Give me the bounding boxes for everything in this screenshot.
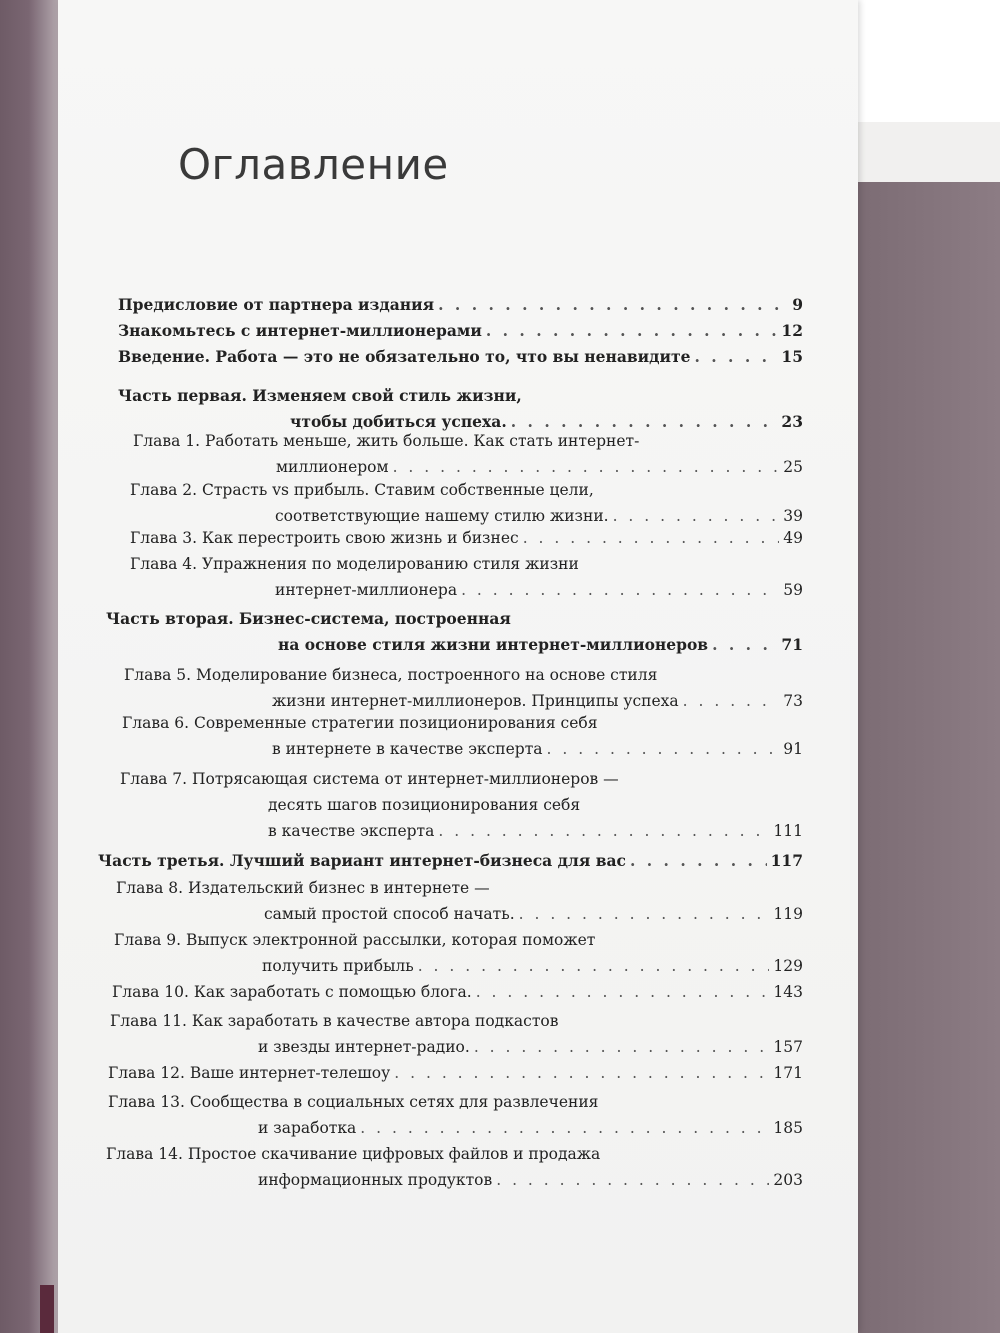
toc-entry-label: Глава 5.: [124, 666, 192, 684]
toc-entry-title: Введение. Работа — это не обязательно то, что вы ненавидите: [118, 347, 691, 366]
toc-entry: [98, 848, 803, 874]
page-number: 59: [783, 581, 803, 599]
toc-entry: [130, 477, 803, 529]
page-number: 49: [783, 529, 803, 547]
dot-leader: [486, 318, 778, 344]
page-number: 73: [783, 692, 803, 710]
dot-leader: [694, 344, 777, 370]
toc-entry: [133, 428, 803, 480]
dot-leader: [712, 632, 777, 658]
toc-entry-title: Как перестроить свою жизнь и бизнес: [201, 529, 519, 547]
toc-entry-label: Глава 7.: [120, 770, 188, 788]
page-number: 157: [773, 1038, 803, 1056]
toc-entry: [106, 606, 803, 658]
toc-entry-title: Как заработать с помощью блога.: [193, 983, 472, 1001]
dot-leader: [496, 1167, 769, 1193]
toc-entry-first-line: [124, 662, 803, 688]
toc-entry: [114, 927, 803, 979]
toc-entry-label: Глава 6.: [122, 714, 190, 732]
toc-entry-title: Ваше интернет-телешоу: [189, 1064, 391, 1082]
toc-entry-title: Издательский бизнес в интернете —: [187, 879, 490, 897]
toc-entry: [118, 344, 803, 370]
toc-entry-first-line: [122, 710, 803, 736]
toc-entry-title: Страсть vs прибыль. Ставим собственные цели,: [201, 481, 594, 499]
toc-entry-title: Знакомьтесь с интернет-миллионерами: [118, 321, 482, 340]
dot-leader: [474, 1034, 770, 1060]
toc-entry-title: Современные стратегии позиционирования себя: [193, 714, 598, 732]
toc-entry-title: и звезды интернет-радио.: [258, 1038, 470, 1056]
toc-entry: [124, 662, 803, 714]
toc-entry: [112, 979, 803, 1005]
toc-entry-title: в интернете в качестве эксперта: [272, 740, 543, 758]
dot-leader: [461, 577, 779, 603]
toc-entry-title: Работать меньше, жить больше. Как стать интернет-: [204, 432, 640, 450]
toc-entry-first-line: [110, 1008, 803, 1034]
toc-entry: [110, 1008, 803, 1060]
toc-entry: [130, 551, 803, 603]
page-number: 25: [783, 458, 803, 476]
toc-entry-first-line: [116, 875, 803, 901]
toc-entry-title-continued: десять шагов позиционирования себя: [268, 796, 581, 814]
toc-entry-title: Сообщества в социальных сетях для развлечения: [189, 1093, 599, 1111]
toc-entry-title: соответствующие нашему стилю жизни.: [275, 507, 609, 525]
toc-entry: [108, 1060, 803, 1086]
toc-entry-label: Глава 12.: [108, 1064, 185, 1082]
dot-leader: [360, 1115, 769, 1141]
dot-leader: [394, 1060, 769, 1086]
toc-entry-first-line: [106, 1141, 803, 1167]
dot-leader: [523, 525, 780, 551]
toc-entry-title: Изменяем свой стиль жизни,: [252, 386, 522, 405]
toc-entry-label: Часть вторая.: [106, 609, 234, 628]
toc-entry-label: Глава 13.: [108, 1093, 185, 1111]
page-number: 15: [781, 347, 803, 366]
toc-entry-title: Предисловие от партнера издания: [118, 295, 435, 314]
page-number: 71: [781, 635, 803, 654]
toc-entry-first-line: [108, 1089, 803, 1115]
toc-entry: [130, 525, 803, 551]
toc-entry-title: Часть третья. Лучший вариант интернет-бизнеса для вас: [98, 851, 626, 870]
toc-entry-title: в качестве эксперта: [268, 822, 435, 840]
toc-entry-first-line: [130, 551, 803, 577]
dot-leader: [547, 736, 780, 762]
toc-entry-title: Выпуск электронной рассылки, которая поможет: [185, 931, 596, 949]
toc-entry-title: Простое скачивание цифровых файлов и продажа: [187, 1145, 601, 1163]
page-number: 119: [773, 905, 803, 923]
toc-entry-title: Упражнения по моделированию стиля жизни: [201, 555, 579, 573]
page-number: 9: [792, 295, 803, 314]
toc-entry-title: чтобы добиться успеха.: [290, 412, 507, 431]
page-number: 129: [773, 957, 803, 975]
toc-entry-title: жизни интернет-миллионеров. Принципы успеха: [272, 692, 679, 710]
dot-leader: [519, 901, 770, 927]
toc-entry-title: Потрясающая система от интернет-миллионеров —: [191, 770, 619, 788]
toc-entry-label: Глава 3.: [130, 529, 198, 547]
toc-entry-title: интернет-миллионера: [275, 581, 458, 599]
toc-entry: [116, 875, 803, 927]
toc-entry-label: Глава 1.: [133, 432, 201, 450]
toc-entry-title: миллионером: [276, 458, 389, 476]
dot-leader: [438, 292, 788, 318]
toc-entry-label: Глава 4.: [130, 555, 198, 573]
page-number: 111: [773, 822, 803, 840]
toc-entry: [108, 1089, 803, 1141]
toc-entry-title: на основе стиля жизни интернет-миллионеров: [278, 635, 709, 654]
toc-entry-label: Глава 2.: [130, 481, 198, 499]
toc-entry-first-line: [118, 383, 803, 409]
toc-entry-title: информационных продуктов: [258, 1171, 493, 1189]
toc-entry-first-line: [114, 927, 803, 953]
toc-entry-title: самый простой способ начать.: [264, 905, 515, 923]
toc-entry: [122, 710, 803, 762]
toc-entry: [118, 292, 803, 318]
dot-leader: [438, 818, 769, 844]
dot-leader: [630, 848, 767, 874]
toc-entry: [118, 318, 803, 344]
toc-entry: [106, 1141, 803, 1193]
toc-entry-label: Глава 8.: [116, 879, 184, 897]
toc-entry-label: Глава 10.: [112, 983, 189, 1001]
page-number: 117: [770, 851, 803, 870]
toc-entry-label: Часть первая.: [118, 386, 247, 405]
toc-entry-title: получить прибыль: [262, 957, 414, 975]
toc-entry-label: Глава 14.: [106, 1145, 183, 1163]
book-page: [58, 0, 858, 1333]
toc-entry-first-line: [106, 606, 803, 632]
toc-entry-first-line: [133, 428, 803, 454]
toc-entry-title: Моделирование бизнеса, построенного на основе стиля: [195, 666, 658, 684]
dot-leader: [476, 979, 770, 1005]
toc-entry-label: Глава 9.: [114, 931, 182, 949]
toc-entry-title: Бизнес-система, построенная: [239, 609, 511, 628]
bookmark-ribbon: [40, 1285, 54, 1333]
page-number: 23: [781, 412, 803, 431]
toc-entry-label: Глава 11.: [110, 1012, 187, 1030]
toc-entry-title: и заработка: [258, 1119, 357, 1137]
toc-entry: [120, 766, 803, 844]
page-number: 185: [773, 1119, 803, 1137]
page-number: 171: [773, 1064, 803, 1082]
toc-entry-first-line: [120, 766, 803, 792]
page-title: Оглавление: [178, 140, 449, 189]
page-number: 91: [783, 740, 803, 758]
page-number: 39: [783, 507, 803, 525]
toc-entry-title: Как заработать в качестве автора подкастов: [191, 1012, 559, 1030]
toc-entry-first-line: [130, 477, 803, 503]
page-number: 203: [773, 1171, 803, 1189]
background-book-cover: [848, 182, 1000, 1333]
dot-leader: [418, 953, 770, 979]
page-number: 143: [773, 983, 803, 1001]
page-number: 12: [781, 321, 803, 340]
